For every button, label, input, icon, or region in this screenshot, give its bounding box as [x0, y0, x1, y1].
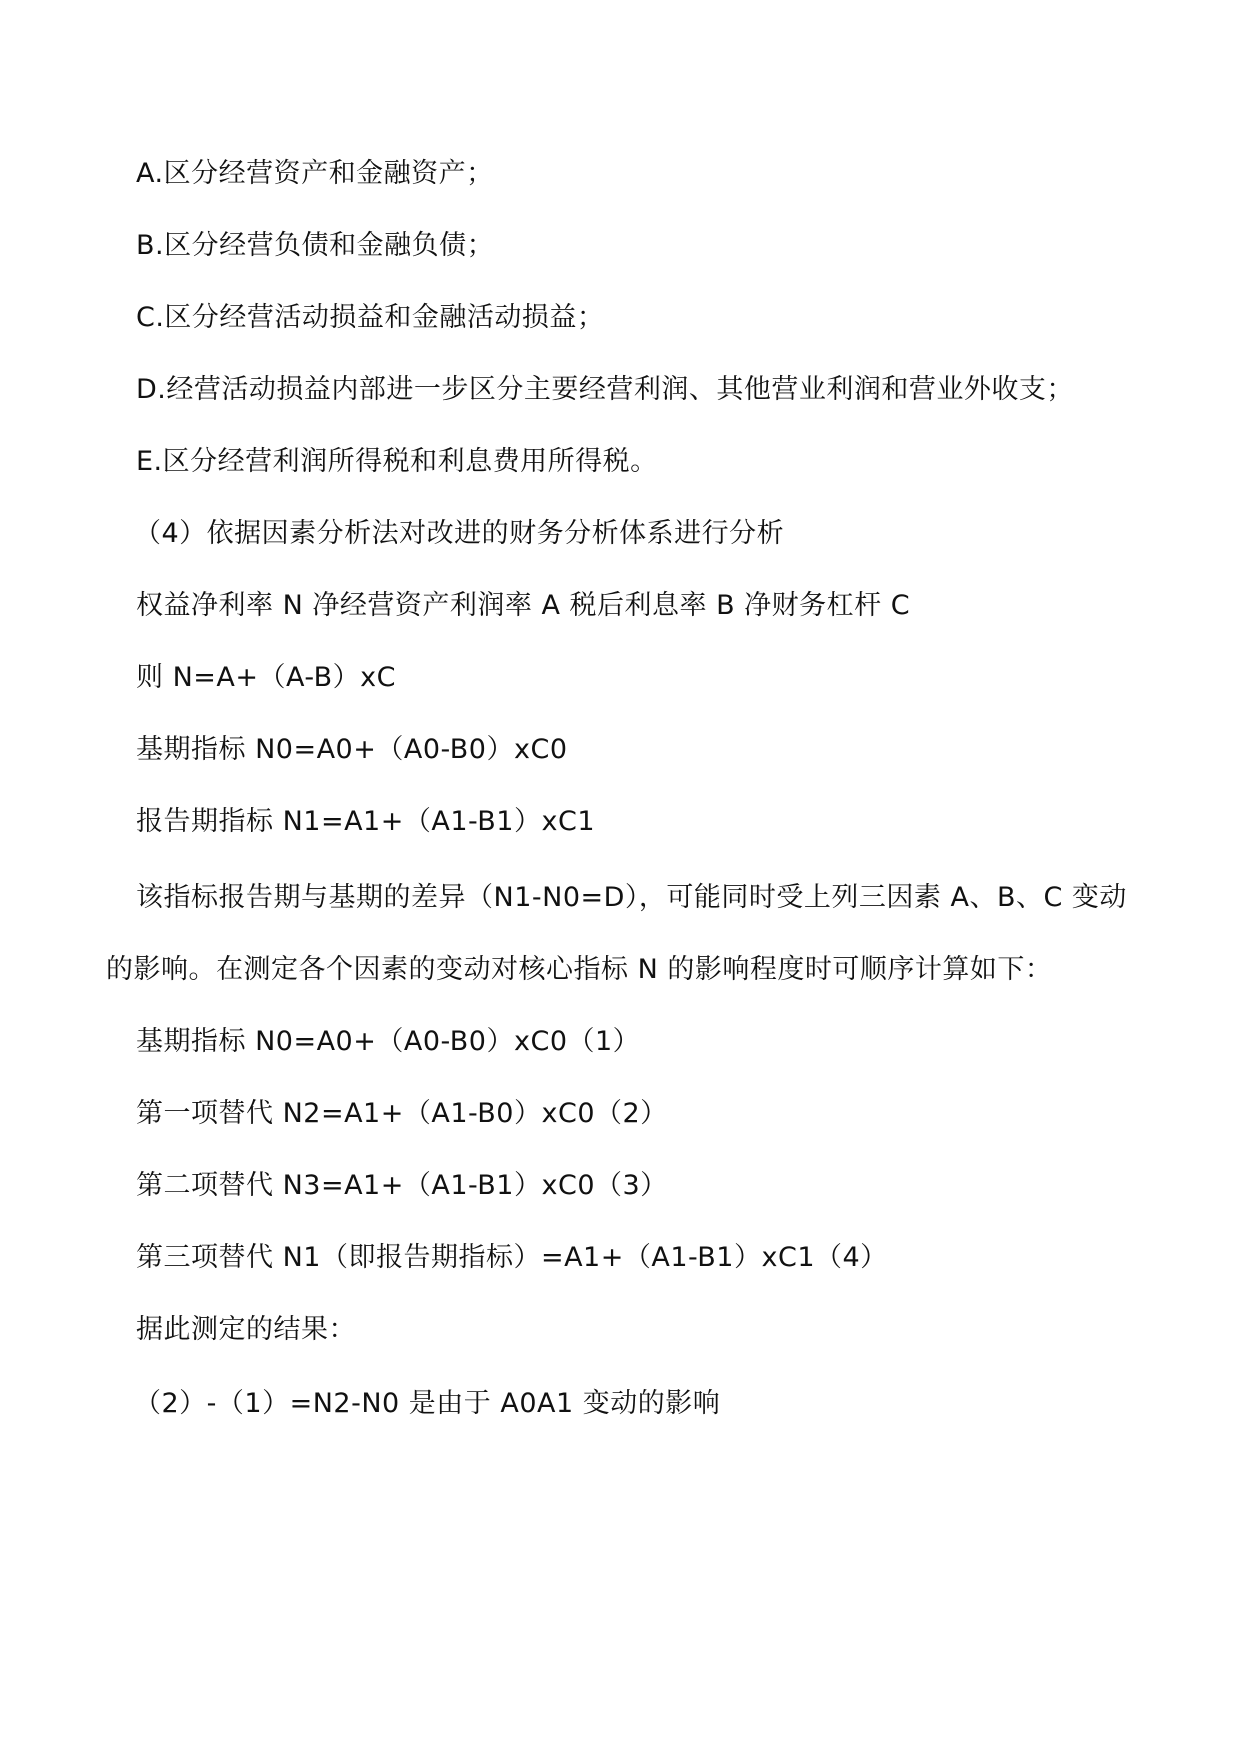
text-line: 基期指标 N0=A0+（A0-B0）xC0	[136, 734, 568, 765]
text-line: 基期指标 N0=A0+（A0-B0）xC0（1）	[136, 1026, 641, 1057]
text-line: B.区分经营负债和金融负债；	[136, 230, 495, 261]
text-line: 的影响。在测定各个因素的变动对核心指标 N 的影响程度时可顺序计算如下：	[106, 954, 1053, 985]
text-line: C.区分经营活动损益和金融活动损益；	[136, 302, 605, 333]
text-line: （2）-（1）=N2-N0 是由于 A0A1 变动的影响	[134, 1388, 721, 1419]
text-line: E.区分经营利润所得税和利息费用所得税。	[136, 446, 658, 477]
text-line: （4）依据因素分析法对改进的财务分析体系进行分析	[134, 518, 785, 549]
text-line: 该指标报告期与基期的差异（N1-N0=D），可能同时受上列三因素 A、B、C 变动	[136, 882, 1127, 913]
text-line: 则 N=A+（A-B）xC	[136, 662, 397, 693]
text-line: 据此测定的结果：	[136, 1314, 356, 1345]
text-line: A.区分经营资产和金融资产；	[136, 158, 494, 189]
text-line: 权益净利率 N 净经营资产利润率 A 税后利息率 B 净财务杠杆 C	[136, 590, 911, 621]
text-line: 报告期指标 N1=A1+（A1-B1）xC1	[136, 806, 595, 837]
text-line: D.经营活动损益内部进一步区分主要经营利润、其他营业利润和营业外收支；	[136, 374, 1074, 405]
text-line: 第一项替代 N2=A1+（A1-B0）xC0（2）	[136, 1098, 668, 1129]
text-line: 第二项替代 N3=A1+（A1-B1）xC0（3）	[136, 1170, 668, 1201]
text-line: 第三项替代 N1（即报告期指标）=A1+（A1-B1）xC1（4）	[136, 1242, 888, 1273]
